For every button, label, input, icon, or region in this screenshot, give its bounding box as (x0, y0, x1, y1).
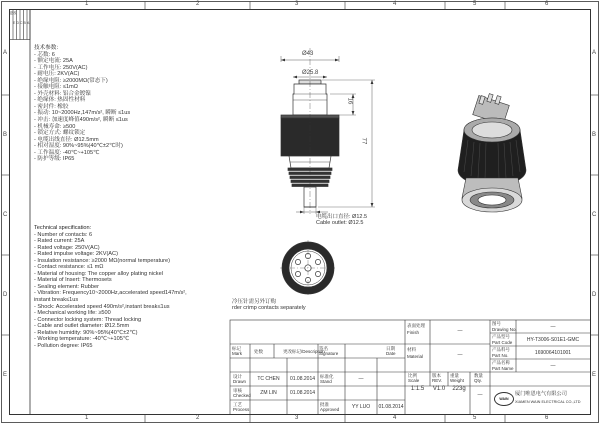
qty-label: 数量 Qty. (474, 373, 483, 384)
revision-corner-a: A (27, 21, 30, 25)
spec-cn-item: - 耐电压: 2KV(AC) (34, 71, 80, 78)
spec-en-item: - Relative humidity: 90%~95%(40℃±2℃) (34, 329, 138, 336)
weight-value: 223g (452, 386, 466, 392)
spec-en-item: instant break≤1us (34, 297, 79, 304)
scale-label: 比例 Scale (408, 373, 420, 384)
spec-cn-item: - 冲击: 加速度峰值490m/s², 瞬断 ≤1us (34, 117, 128, 124)
zone-top-1: 1 (85, 1, 89, 7)
header-qty: 处数 (254, 349, 263, 354)
zone-top-2: 2 (196, 1, 200, 7)
part-code-label-en: Part Code (492, 340, 513, 345)
checked-name: ZM LIN (260, 390, 277, 396)
checked-label: 审核 Checked (233, 388, 251, 399)
drawing-no-value: — (550, 324, 556, 330)
dimension-h77: 77 (360, 137, 367, 145)
drawn-date: 01.08.2014 (289, 376, 316, 382)
checked-date: 01.08.2014 (289, 390, 316, 396)
material-label-en: Material (407, 354, 424, 359)
dimension-d25: Ø25.8 (302, 70, 319, 76)
revision-corner (9, 11, 30, 39)
spec-cn-item: - 防护等级: IP65 (34, 156, 75, 163)
approved-label: 批准 Approved (320, 402, 340, 413)
spec-cn-item: - 相对湿度: 90%~95%(40℃±2℃时) (34, 143, 123, 150)
drawing-no-label-en: Drawing No. (492, 327, 517, 332)
approved-date: 01.08.2014 (378, 404, 404, 410)
zone-right-e: E (592, 372, 597, 378)
zone-left-e: E (3, 372, 8, 378)
revision-corner-label: 更改 (9, 11, 17, 15)
stand-value: — (358, 376, 364, 382)
scale-value: 1:1.5 (410, 386, 425, 392)
spec-cn-item: - 工作电压: 250V(AC) (34, 64, 88, 71)
approved-name: YY LUO (351, 404, 371, 410)
zone-top-6: 6 (545, 1, 549, 7)
spec-cn-item: - 电缆出线直径: Ø12.5mm (34, 136, 99, 143)
qty-value: — (477, 392, 483, 398)
spec-en-item: - Connector locking system: Thread locking (34, 316, 142, 323)
outlet-note-cn: 电缆出口直径: Ø12.5 (316, 214, 368, 220)
spec-cn-item: - 振动: 10~2000Hz,147m/s², 瞬断 ≤1us (34, 110, 131, 117)
drawing-no-label-cn: 图号 (492, 321, 501, 326)
company-logo: WAIN (494, 392, 514, 406)
spec-cn-item: - 机械寿命: ≥500 (34, 123, 76, 130)
part-no-label-en: Part No. (492, 353, 509, 358)
spec-en-item: - Shock: Accelerated speed 490m/s²,instant break≤1us (34, 303, 170, 310)
spec-en-item: - Cable and outlet diameter: Ø12.5mm (34, 323, 130, 330)
spec-en-item: - Insulation resistance: ≥2000 MΩ(normal temperature) (34, 257, 170, 264)
part-code-value: HY-T3006-S01E1-GMC (526, 337, 580, 343)
drawn-label: 设计 Drawn (233, 374, 247, 385)
spec-en-item: - Mechanical working life: ≥500 (34, 310, 111, 317)
zone-right-c: C (592, 212, 597, 218)
dimension-d43: Ø43 (302, 51, 314, 57)
spec-chinese (34, 45, 130, 163)
spec-en-item: - Vibration: Frequency10~2000Hz,accelerated speed147m/s², (34, 290, 187, 297)
zone-bottom-5: 5 (473, 415, 477, 421)
part-code-label-cn: 产品型号 (492, 334, 510, 339)
header-mark: 标记 Mark (232, 346, 242, 357)
product-name-label-cn: 产品名称 (492, 360, 510, 365)
spec-cn-item: - 芯数: 6 (34, 51, 55, 58)
zone-bottom-4: 4 (393, 415, 397, 421)
company-name-cn: 厦门唯恩电气有限公司 (515, 391, 567, 397)
spec-en-item: - Material of Insert: Thermosets (34, 277, 112, 284)
spec-cn-item: - 密封件: 橡胶 (34, 103, 69, 110)
stand-label: 标准化 Stand (320, 374, 334, 385)
zone-right-a: A (592, 50, 597, 56)
drawn-name: TC CHEN (257, 376, 280, 382)
revision-corner-d: D (16, 21, 20, 25)
revision-corner-e: E (13, 21, 16, 25)
header-date: 日期 Date (386, 346, 396, 357)
part-no-value: 1690064101001 (534, 350, 572, 356)
spec-en-item: - Rated impulse voltage: 2KV(AC) (34, 251, 118, 258)
spec-cn-item: - 绝缘体: 热固性材料 (34, 97, 86, 104)
spec-cn-item: - 绝缘电阻: ≥2000MΩ(常态下) (34, 77, 108, 84)
finish-value: — (457, 328, 463, 334)
spec-cn-item: - 锁定方式: 螺纹锁定 (34, 130, 86, 137)
material-label-cn: 材料 (407, 347, 416, 352)
zone-bottom-3: 3 (295, 415, 299, 421)
rev-value: V1.0 (432, 386, 446, 392)
finish-label-en: Finish (407, 330, 420, 335)
dimension-h16: 16 (346, 97, 353, 105)
finish-label-cn: 表面处理 (407, 323, 425, 328)
header-description: 更改标记/Description (283, 349, 325, 354)
zone-top-5: 5 (473, 1, 477, 7)
spec-en-title: Technical specification: (34, 225, 92, 231)
header-signature: 签名 Signature (319, 346, 339, 357)
spec-en-item: - Material of housing: The copper alloy plating nickel (34, 270, 163, 277)
spec-cn-title: 技术参数： (34, 45, 62, 51)
spec-en-item: - Rated voltage: 250V(AC) (34, 244, 100, 251)
zone-bottom-2: 2 (196, 415, 200, 421)
company-name-en: XIAMEN WAIN ELECTRICAL CO.,LTD (515, 400, 581, 404)
zone-bottom-6: 6 (545, 415, 549, 421)
spec-en-item: - Number of contacts: 6 (34, 231, 93, 238)
spec-en-item: - Contact resistance: ≤1 mΩ (34, 264, 104, 271)
material-value: — (457, 352, 463, 358)
process-label: 工艺 Process (233, 402, 250, 413)
revision-corner-b: B (23, 21, 26, 25)
outlet-note-en: Cable outlet: Ø12.5 (316, 220, 364, 226)
spec-en-item: - Rated current: 25A (34, 238, 85, 245)
part-no-label-cn: 产品料号 (492, 347, 510, 352)
spec-cn-item: - 工作温度: -40℃~+105℃ (34, 149, 100, 156)
zone-left-a: A (3, 50, 8, 56)
spec-cn-item: - 额定电流: 25A (34, 58, 73, 65)
product-name-label-en: Part Name (492, 366, 514, 371)
zone-right-b: B (592, 132, 597, 138)
spec-english (34, 225, 187, 349)
spec-en-item: - Pollution degree: IP65 (34, 342, 93, 349)
zone-left-d: D (3, 292, 8, 298)
zone-left-b: B (3, 132, 8, 138)
product-name-value: — (550, 363, 556, 369)
crimp-note-cn: 冷压针需另外订购 (232, 299, 277, 305)
zone-right-d: D (592, 292, 597, 298)
crimp-note-en: rder crimp contacts separately (232, 305, 306, 311)
zone-top-4: 4 (393, 1, 397, 7)
zone-bottom-1: 1 (85, 415, 89, 421)
zone-left-c: C (3, 212, 8, 218)
spec-cn-item: - 外壳材料: 铝合金镀镍 (34, 90, 91, 97)
revision-corner-c: C (20, 21, 23, 25)
spec-cn-item: - 接触电阻: ≤1mΩ (34, 84, 78, 91)
weight-label: 重量 Weight (450, 373, 464, 384)
spec-en-item: - Working temperature: -40℃~+105℃ (34, 336, 130, 343)
spec-en-item: - Sealing element: Rubber (34, 283, 99, 290)
rev-label: 版本 REV. (432, 373, 443, 384)
zone-top-3: 3 (295, 1, 299, 7)
